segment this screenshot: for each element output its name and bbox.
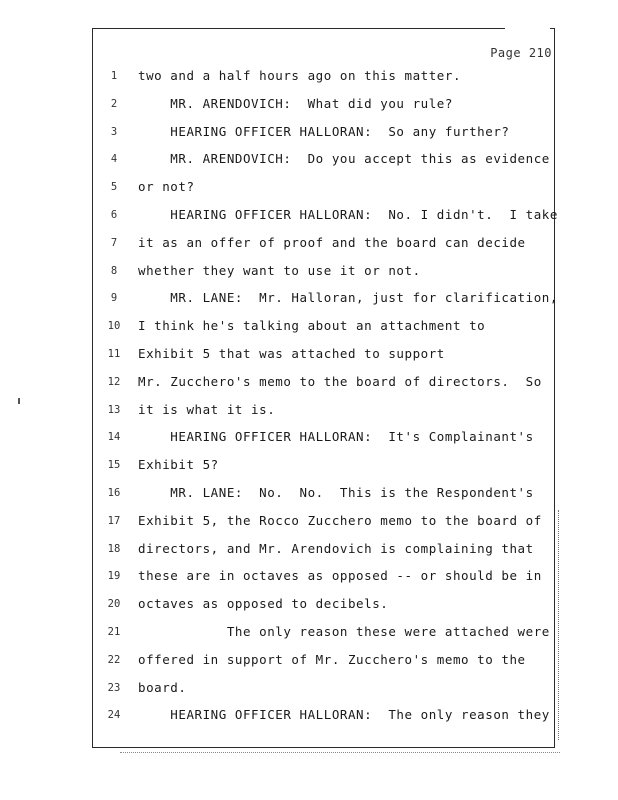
transcript-line [92,400,555,420]
line-text: HEARING OFFICER HALLORAN: So any further? [138,123,510,139]
line-text: directors, and Mr. Arendovich is complaining that [138,540,534,556]
line-number: 2 [110,97,118,110]
line-number: 19 [107,570,121,583]
line-text: Mr. Zucchero's memo to the board of directors. So [138,373,542,389]
transcript-line [92,261,555,281]
line-number: 12 [107,375,121,388]
line-number: 21 [107,626,121,638]
line-text: Exhibit 5, the Rocco Zucchero memo to the board of [138,512,542,528]
line-text: HEARING OFFICER HALLORAN: It's Complainant's [138,429,534,445]
line-text: MR. ARENDOVICH: Do you accept this as evidence [138,151,550,167]
line-number: 3 [110,125,118,138]
line-text: The only reason these were attached were [138,624,550,639]
transcript-line [92,344,555,364]
transcript-line [92,372,555,392]
transcript-line [92,94,555,114]
line-text: octaves as opposed to decibels. [138,596,389,612]
transcript-line [92,594,555,614]
line-number: 5 [110,181,118,194]
transcript-line [92,427,555,447]
transcript-line [92,511,555,531]
line-text: offered in support of Mr. Zucchero's memo to the [138,651,526,667]
transcript-line [92,705,555,725]
line-text: these are in octaves as opposed -- or should be in [138,568,542,584]
transcript-line [92,316,555,336]
scan-edge-right [556,510,559,740]
line-text: HEARING OFFICER HALLORAN: No. I didn't. I take [138,207,558,222]
line-number: 23 [107,681,121,694]
transcript-line [92,678,555,698]
page-number: Page 210 [490,46,552,60]
transcript-line [92,205,558,225]
scan-edge-bottom [120,752,560,754]
line-text: or not? [138,179,195,195]
line-text: I think he's talking about an attachment to [138,318,486,334]
line-number: 22 [107,653,121,666]
line-text: MR. ARENDOVICH: What did you rule? [138,95,453,111]
line-number: 9 [110,292,118,305]
transcript-line [92,566,555,586]
line-text: two and a half hours ago on this matter. [138,68,462,83]
line-number: 15 [107,459,121,472]
transcript-line [92,288,558,308]
transcript-line [92,233,555,253]
transcript-line [92,622,555,642]
line-number: 7 [110,236,118,249]
line-number: 1 [110,70,118,82]
scan-artifact [18,398,20,404]
line-number: 16 [107,487,121,499]
line-text: HEARING OFFICER HALLORAN: The only reason they [138,707,550,723]
line-text: Exhibit 5? [138,457,219,473]
line-number: 18 [107,542,121,555]
transcript-line [92,650,555,670]
line-text: board. [138,679,187,695]
transcript-line [92,455,555,475]
transcript-line [92,539,555,559]
line-number: 20 [107,598,121,611]
line-number: 10 [107,320,121,333]
transcript-line [92,177,555,197]
border-gap [505,28,550,29]
line-text: it is what it is. [138,401,276,417]
line-text: MR. LANE: Mr. Halloran, just for clarification, [138,290,558,306]
line-text: whether they want to use it or not. [138,262,421,278]
line-number: 14 [107,431,121,444]
line-number: 8 [110,264,118,277]
transcript-line [92,149,555,169]
transcript-line [92,122,555,142]
line-number: 17 [107,514,121,527]
line-number: 24 [107,709,121,722]
line-number: 11 [107,348,121,360]
transcript-line [92,66,555,86]
line-text: MR. LANE: No. No. This is the Respondent's [138,485,534,500]
transcript-line [92,483,555,503]
line-number: 4 [110,153,118,166]
line-number: 6 [110,209,118,221]
line-text: it as an offer of proof and the board can decide [138,234,526,250]
line-number: 13 [107,403,121,416]
line-text: Exhibit 5 that was attached to support [138,346,445,361]
